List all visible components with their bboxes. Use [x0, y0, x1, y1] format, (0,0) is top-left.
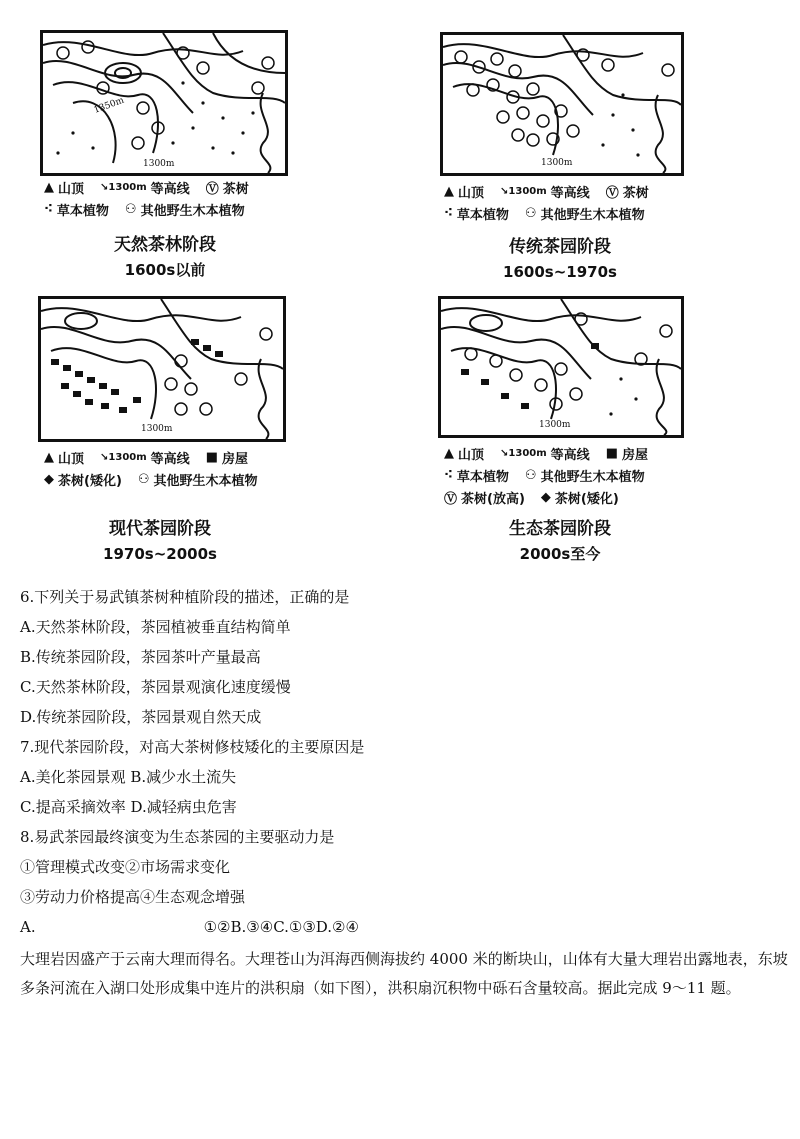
legend-wild-woody: ⚇ 其他野生木本植物 — [524, 467, 645, 485]
tea-tree-icon: Ⓥ — [605, 185, 619, 201]
peak-triangle-icon: ▲ — [444, 183, 454, 199]
q8-stem: 8.易武茶园最终演变为生态茶园的主要驱动力是 — [20, 828, 335, 846]
caption-4 — [480, 516, 640, 566]
stage-title: 生态茶园阶段 — [509, 519, 611, 539]
contour-line-icon: ↘1300m — [500, 185, 547, 197]
tea-tree-dwarf-icon: ◆ — [44, 471, 54, 487]
map-ecological-stage — [438, 296, 684, 438]
legend-peak: ▲ 山顶 — [444, 445, 485, 463]
q6-option-c: C.天然茶林阶段，茶园景观演化速度缓慢 — [20, 678, 291, 696]
legend-peak: ▲ 山顶 — [44, 179, 85, 197]
stage-period: 2000s至今 — [519, 545, 601, 563]
q8-options-rest: ①②B.③④C.①③D.②④ — [203, 918, 359, 936]
wild-woody-plant-icon: ⚇ — [124, 201, 137, 217]
q7-options-ab: A.美化茶园景观 B.减少水土流失 — [20, 768, 237, 786]
stage-title: 天然茶林阶段 — [114, 235, 216, 255]
peak-triangle-icon: ▲ — [44, 449, 54, 465]
q8-item-line-2: ③劳动力价格提高④生态观念增强 — [20, 888, 246, 906]
contour-line-icon: ↘1300m — [100, 451, 147, 463]
stage-period: 1970s~2000s — [103, 545, 217, 563]
legend-tea-tree-dwarf: ◆ 茶树(矮化) — [44, 471, 122, 489]
contour-map-3 — [41, 299, 283, 439]
contour-map-4 — [441, 299, 681, 435]
legend-house: ■ 房屋 — [205, 449, 248, 467]
contour-label-1300: 1300m — [539, 420, 571, 430]
house-square-icon: ■ — [605, 445, 618, 461]
q8-option-a-label: A. — [20, 918, 36, 936]
contour-line-icon: ↘1300m — [500, 447, 547, 459]
legend-3 — [44, 446, 258, 490]
legend-peak: ▲ 山顶 — [444, 183, 485, 201]
q6-option-a: A.天然茶林阶段，茶园植被垂直结构简单 — [20, 618, 291, 636]
herb-dots-icon: ⁖ — [444, 205, 453, 221]
herb-dots-icon: ⁖ — [44, 201, 53, 217]
herb-dots-icon: ⁖ — [444, 467, 453, 483]
legend-herb: ⁖ 草本植物 — [444, 467, 509, 485]
legend-contour: ↘1300m 等高线 — [500, 447, 590, 463]
q8-options — [20, 912, 790, 942]
caption-2 — [480, 234, 640, 284]
peak-triangle-icon: ▲ — [44, 179, 54, 195]
q8-item-line-1: ①管理模式改变②市场需求变化 — [20, 858, 231, 876]
wild-woody-plant-icon: ⚇ — [524, 205, 537, 221]
tea-tree-icon: Ⓥ — [205, 181, 219, 197]
q6-stem: 6.下列关于易武镇茶树种植阶段的描述，正确的是 — [20, 588, 350, 606]
contour-line-icon: ↘1300m — [100, 181, 147, 193]
map-modern-stage — [38, 296, 286, 442]
legend-2 — [444, 180, 649, 224]
peak-triangle-icon: ▲ — [444, 445, 454, 461]
intro-paragraph: 大理岩因盛产于云南大理而得名。大理苍山为洱海西侧海拔约 4000 米的断块山，山体有大量大理岩出露地表，东坡多条河流在入湖口处形成集中连片的洪积扇（如下图），洪积扇沉积物中砾石含量较高。据此完成 9～11 题。 — [20, 950, 788, 997]
q7-stem: 7.现代茶园阶段，对高大茶树修枝矮化的主要原因是 — [20, 738, 365, 756]
tea-tree-tall-icon: Ⓥ — [444, 491, 458, 507]
house-square-icon: ■ — [205, 449, 218, 465]
legend-house: ■ 房屋 — [605, 445, 648, 463]
q6-option-d: D.传统茶园阶段，茶园景观自然天成 — [20, 708, 262, 726]
stage-period: 1600s~1970s — [503, 263, 617, 281]
stage-title: 传统茶园阶段 — [509, 237, 611, 257]
legend-contour: ↘1300m 等高线 — [100, 451, 190, 467]
contour-label-1300: 1300m — [541, 158, 573, 168]
legend-herb: ⁖ 草本植物 — [44, 201, 109, 219]
legend-1 — [44, 176, 249, 220]
legend-tea-tree: Ⓥ 茶树 — [206, 178, 249, 197]
legend-contour: ↘1300m 等高线 — [100, 181, 190, 197]
legend-contour: ↘1300m 等高线 — [500, 185, 590, 201]
contour-map-2 — [443, 35, 681, 173]
contour-label-1350: 1350m — [92, 95, 126, 116]
legend-tea-tree: Ⓥ 茶树 — [606, 182, 649, 201]
legend-wild-woody: ⚇ 其他野生木本植物 — [137, 471, 258, 489]
q6-option-b: B.传统茶园阶段，茶园茶叶产量最高 — [20, 648, 261, 666]
map-natural-stage — [40, 30, 288, 176]
caption-3 — [80, 516, 240, 566]
contour-label-1300: 1300m — [141, 424, 173, 434]
tea-tree-dwarf-icon: ◆ — [540, 489, 551, 505]
map-traditional-stage — [440, 32, 684, 176]
stage-period: 1600s以前 — [124, 261, 206, 279]
legend-tea-tree-dwarf: ◆ 茶树(矮化) — [540, 489, 619, 507]
q7-options-cd: C.提高采摘效率 D.减轻病虫危害 — [20, 798, 237, 816]
contour-label-1300: 1300m — [143, 159, 175, 169]
legend-herb: ⁖ 草本植物 — [444, 205, 509, 223]
contour-map-1 — [43, 33, 285, 173]
legend-4 — [444, 442, 648, 508]
caption-1 — [90, 232, 240, 282]
stage-title: 现代茶园阶段 — [109, 519, 211, 539]
wild-woody-plant-icon: ⚇ — [524, 467, 537, 483]
question-block — [20, 582, 790, 942]
legend-peak: ▲ 山顶 — [44, 449, 85, 467]
wild-woody-plant-icon: ⚇ — [137, 471, 150, 487]
legend-wild-woody: ⚇ 其他野生木本植物 — [524, 205, 645, 223]
legend-wild-woody: ⚇ 其他野生木本植物 — [124, 201, 245, 219]
legend-tea-tree-tall: Ⓥ 茶树(放高) — [444, 488, 525, 507]
